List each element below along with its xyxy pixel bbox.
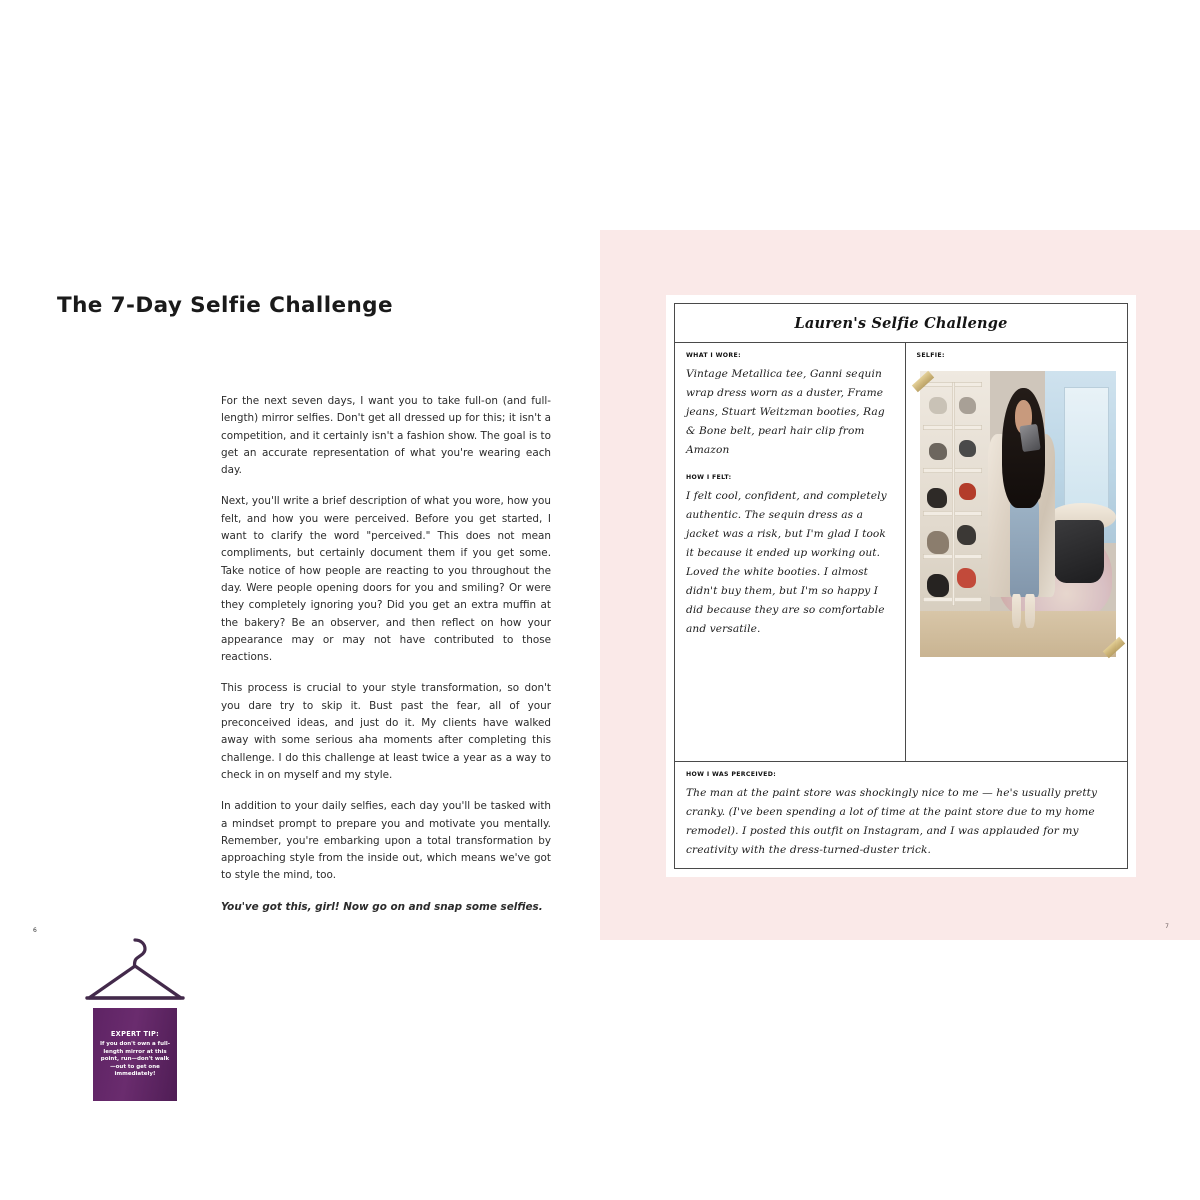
selfie-photo xyxy=(920,371,1116,657)
photo-shoe xyxy=(927,574,949,597)
photo-shoe xyxy=(929,443,947,460)
how-i-was-perceived-label: HOW I WAS PERCEIVED: xyxy=(686,771,777,778)
photo-boot xyxy=(1025,594,1035,628)
how-i-was-perceived-value: The man at the paint store was shockingly nice to me — he's usually pretty cranky. (I've been spending a lot of time at the paint store due to my home remodel). I posted this outfit on Instagram, and I was applauded for my creativity with the dress-turned-duster trick. xyxy=(686,787,1098,856)
selfie-label: SELFIE: xyxy=(916,352,945,359)
closing-line: You've got this, girl! Now go on and snap some selfies. xyxy=(221,900,543,913)
photo-shoe xyxy=(929,397,947,414)
paragraph: In addition to your daily selfies, each day you'll be tasked with a mindset prompt to prepare you and motivate you mentally. Remember, you're embarking upon a total transformation by approaching style from the inside out, which means we've got to style the mind, too. xyxy=(221,800,551,882)
photo-boot xyxy=(1012,594,1022,628)
photo-shoe xyxy=(959,397,977,414)
photo-window xyxy=(1065,388,1108,514)
worksheet-frame xyxy=(674,303,1128,869)
photo-shelf-divider xyxy=(952,382,955,605)
right-page xyxy=(600,230,1200,940)
how-i-felt-block xyxy=(686,474,894,755)
left-page xyxy=(0,230,600,1078)
worksheet-title: Lauren's Selfie Challenge xyxy=(794,314,1008,332)
what-i-wore-value: Vintage Metallica tee, Ganni sequin wrap dress worn as a duster, Frame jeans, Stuart Weitzman booties, Rag & Bone belt, pearl hair clip from Amazon xyxy=(686,368,885,456)
worksheet-left-column xyxy=(675,343,906,761)
photo-shoe xyxy=(927,531,949,554)
worksheet-card xyxy=(666,295,1136,877)
photo-handbag xyxy=(1053,520,1104,583)
paragraph: For the next seven days, I want you to take full-on (and full-length) mirror selfies. Don't get all dressed up for this; it isn't a competition, and it certainly isn't a fashion show. The goal is to get an accurate representation of what you're wearing each day. xyxy=(221,395,551,477)
clothes-hanger-icon xyxy=(75,930,195,1020)
photo-shoe xyxy=(959,440,977,457)
photo-shoe xyxy=(957,525,977,545)
what-i-wore-block xyxy=(686,352,894,460)
worksheet-right-column xyxy=(906,343,1127,761)
photo-jeans xyxy=(1010,500,1039,597)
page-number-left: 6 xyxy=(33,927,37,934)
worksheet-middle-section xyxy=(675,343,1127,762)
photo-shoe xyxy=(957,568,977,588)
hanger-tip-graphic xyxy=(75,930,195,1105)
what-i-wore-label: WHAT I WORE: xyxy=(686,352,741,359)
how-i-felt-label: HOW I FELT: xyxy=(686,474,732,481)
selfie-photo-wrap xyxy=(920,371,1116,657)
body-text-column xyxy=(221,393,551,916)
expert-tip-banner xyxy=(93,1008,177,1101)
how-i-was-perceived-block xyxy=(675,762,1127,868)
page-title: The 7-Day Selfie Challenge xyxy=(57,293,393,318)
photo-shoe xyxy=(959,483,977,500)
paragraph: Next, you'll write a brief description of what you wore, how you felt, and how you were perceived. Before you get started, I want to clarify the word "perceived." This does not mean compliments, but certainly document them if you get some. Take notice of how people are reacting to you throughout the day. Were people opening doors for you and smiling? Or were they completely ignoring you? Did you get an extra muffin at the bakery? Be an observer, and then reflect on how your appearance may or may not have contributed to those reactions. xyxy=(221,495,551,664)
page-number-right: 7 xyxy=(1165,923,1169,930)
selfie-photo-scene xyxy=(920,371,1116,657)
how-i-felt-value: I felt cool, confident, and completely authentic. The sequin dress as a jacket was a risk, but I'm glad I took it because it ended up working out. Loved the white booties. I almost didn't buy them, but I'm so happy I did because they are so comfortable and versatile. xyxy=(686,490,887,635)
worksheet-title-row xyxy=(675,304,1127,343)
expert-tip-heading: EXPERT TIP: xyxy=(110,1030,160,1039)
paragraph: This process is crucial to your style transformation, so don't you dare try to skip it. Bust past the fear, all of your preconceived ideas, and just do it. My clients have walked away with some serious aha moments after completing this challenge. I do this challenge at least twice a year as a way to check in on myself and my style. xyxy=(221,682,551,781)
photo-shoe xyxy=(927,488,947,508)
expert-tip-body: If you don't own a full-length mirror at this point, run—don't walk—out to get one immediately! xyxy=(99,1041,171,1078)
